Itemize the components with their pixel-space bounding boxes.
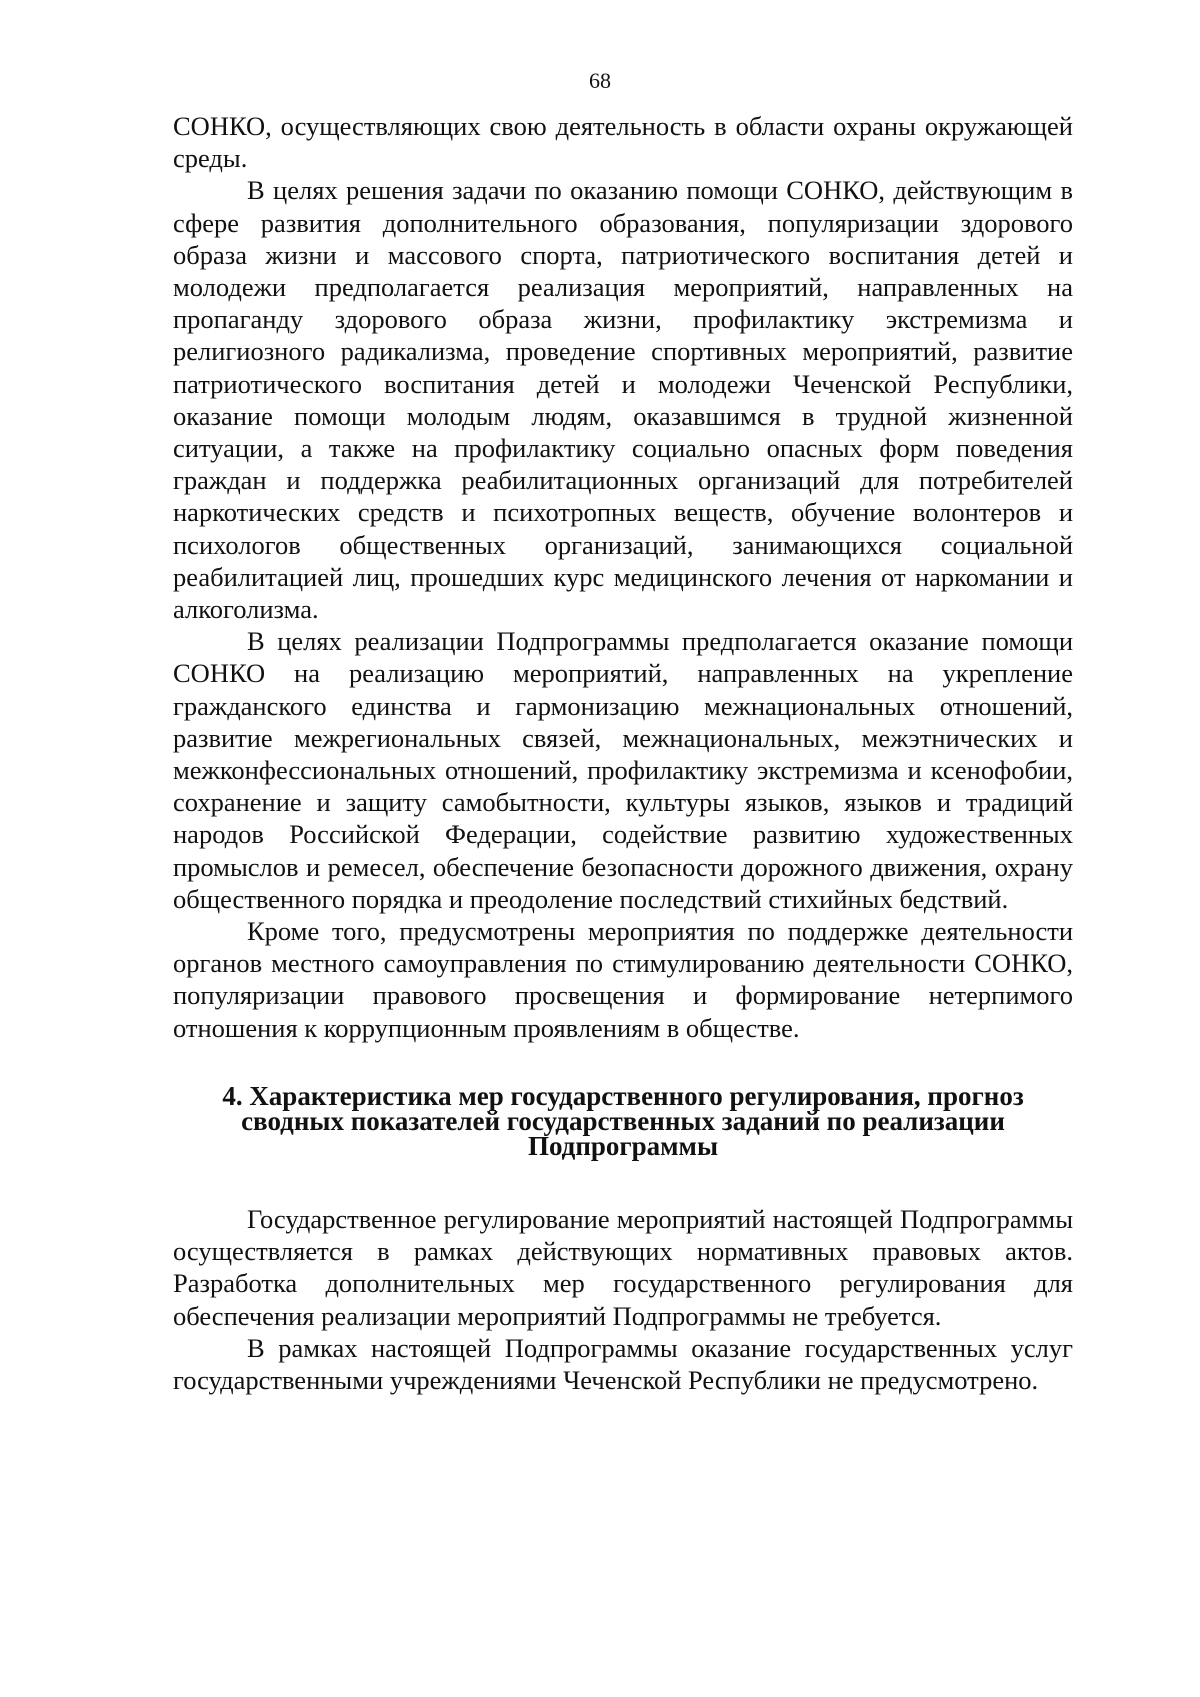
paragraph-additional-measures: Кроме того, предусмотрены мероприятия по поддержке деятельности органов местного самоуправления по стимулированию деятельности СОНКО, популяризации правового просвещения и формирование нетерпимого отношения к коррупционным проявлениям в обществе. bbox=[173, 916, 1073, 1043]
paragraph-state-regulation: Государственное регулирование мероприятий настоящей Подпрограммы осуществляется в рамках действующих нормативных правовых актов. Разработка дополнительных мер государственного регулирования для обеспечения реализации мероприятий Подпрограммы не требуется. bbox=[173, 1203, 1073, 1331]
paragraph-continuation: СОНКО, осуществляющих свою деятельность в области охраны окружающей среды. bbox=[173, 111, 1073, 174]
document-body bbox=[173, 110, 1073, 1396]
section-heading-line: Подпрограммы bbox=[527, 1130, 719, 1161]
section-heading-line: 4. Характеристика мер государственного регулирования, прогноз bbox=[222, 1080, 1024, 1111]
paragraph-subprogram-implementation: В целях реализации Подпрограммы предполагается оказание помощи СОНКО на реализацию мероприятий, направленных на укрепление гражданского единства и гармонизацию межнациональных отношений, развитие межрегиональных связей, межнациональных, межэтнических и межконфессиональных отношений, профилактику экстремизма и ксенофобии, сохранение и защиту самобытности, культуры языков, языков и традиций народов Российской Федерации, содействие развитию художественных промыслов и ремесел, обеспечение безопасности дорожного движения, охрану общественного порядка и преодоление последствий стихийных бедствий. bbox=[173, 626, 1073, 914]
paragraph-state-services: В рамках настоящей Подпрограммы оказание государственных услуг государственными учреждениями Чеченской Республики не предусмотрено. bbox=[173, 1332, 1073, 1395]
section-heading bbox=[173, 1080, 1073, 1161]
section-heading-line: сводных показателей государственных заданий по реализации bbox=[241, 1105, 1005, 1136]
paragraph-sonko-support-goals: В целях решения задачи по оказанию помощи СОНКО, действующим в сфере развития дополнительного образования, популяризации здорового образа жизни и массового спорта, патриотического воспитания детей и молодежи предполагается реализация мероприятий, направленных на пропаганду здорового образа жизни, профилактику экстремизма и религиозного радикализма, проведение спортивных мероприятий, развитие патриотического воспитания детей и молодежи Чеченской Республики, оказание помощи молодым людям, оказавшимся в трудной жизненной ситуации, а также на профилактику социально опасных форм поведения граждан и поддержка реабилитационных организаций для потребителей наркотических средств и психотропных веществ, обучение волонтеров и психологов общественных организаций, занимающихся социальной реабилитацией лиц, прошедших курс медицинского лечения от наркомании и алкоголизма. bbox=[173, 175, 1073, 625]
page-number: 68 bbox=[589, 68, 611, 93]
